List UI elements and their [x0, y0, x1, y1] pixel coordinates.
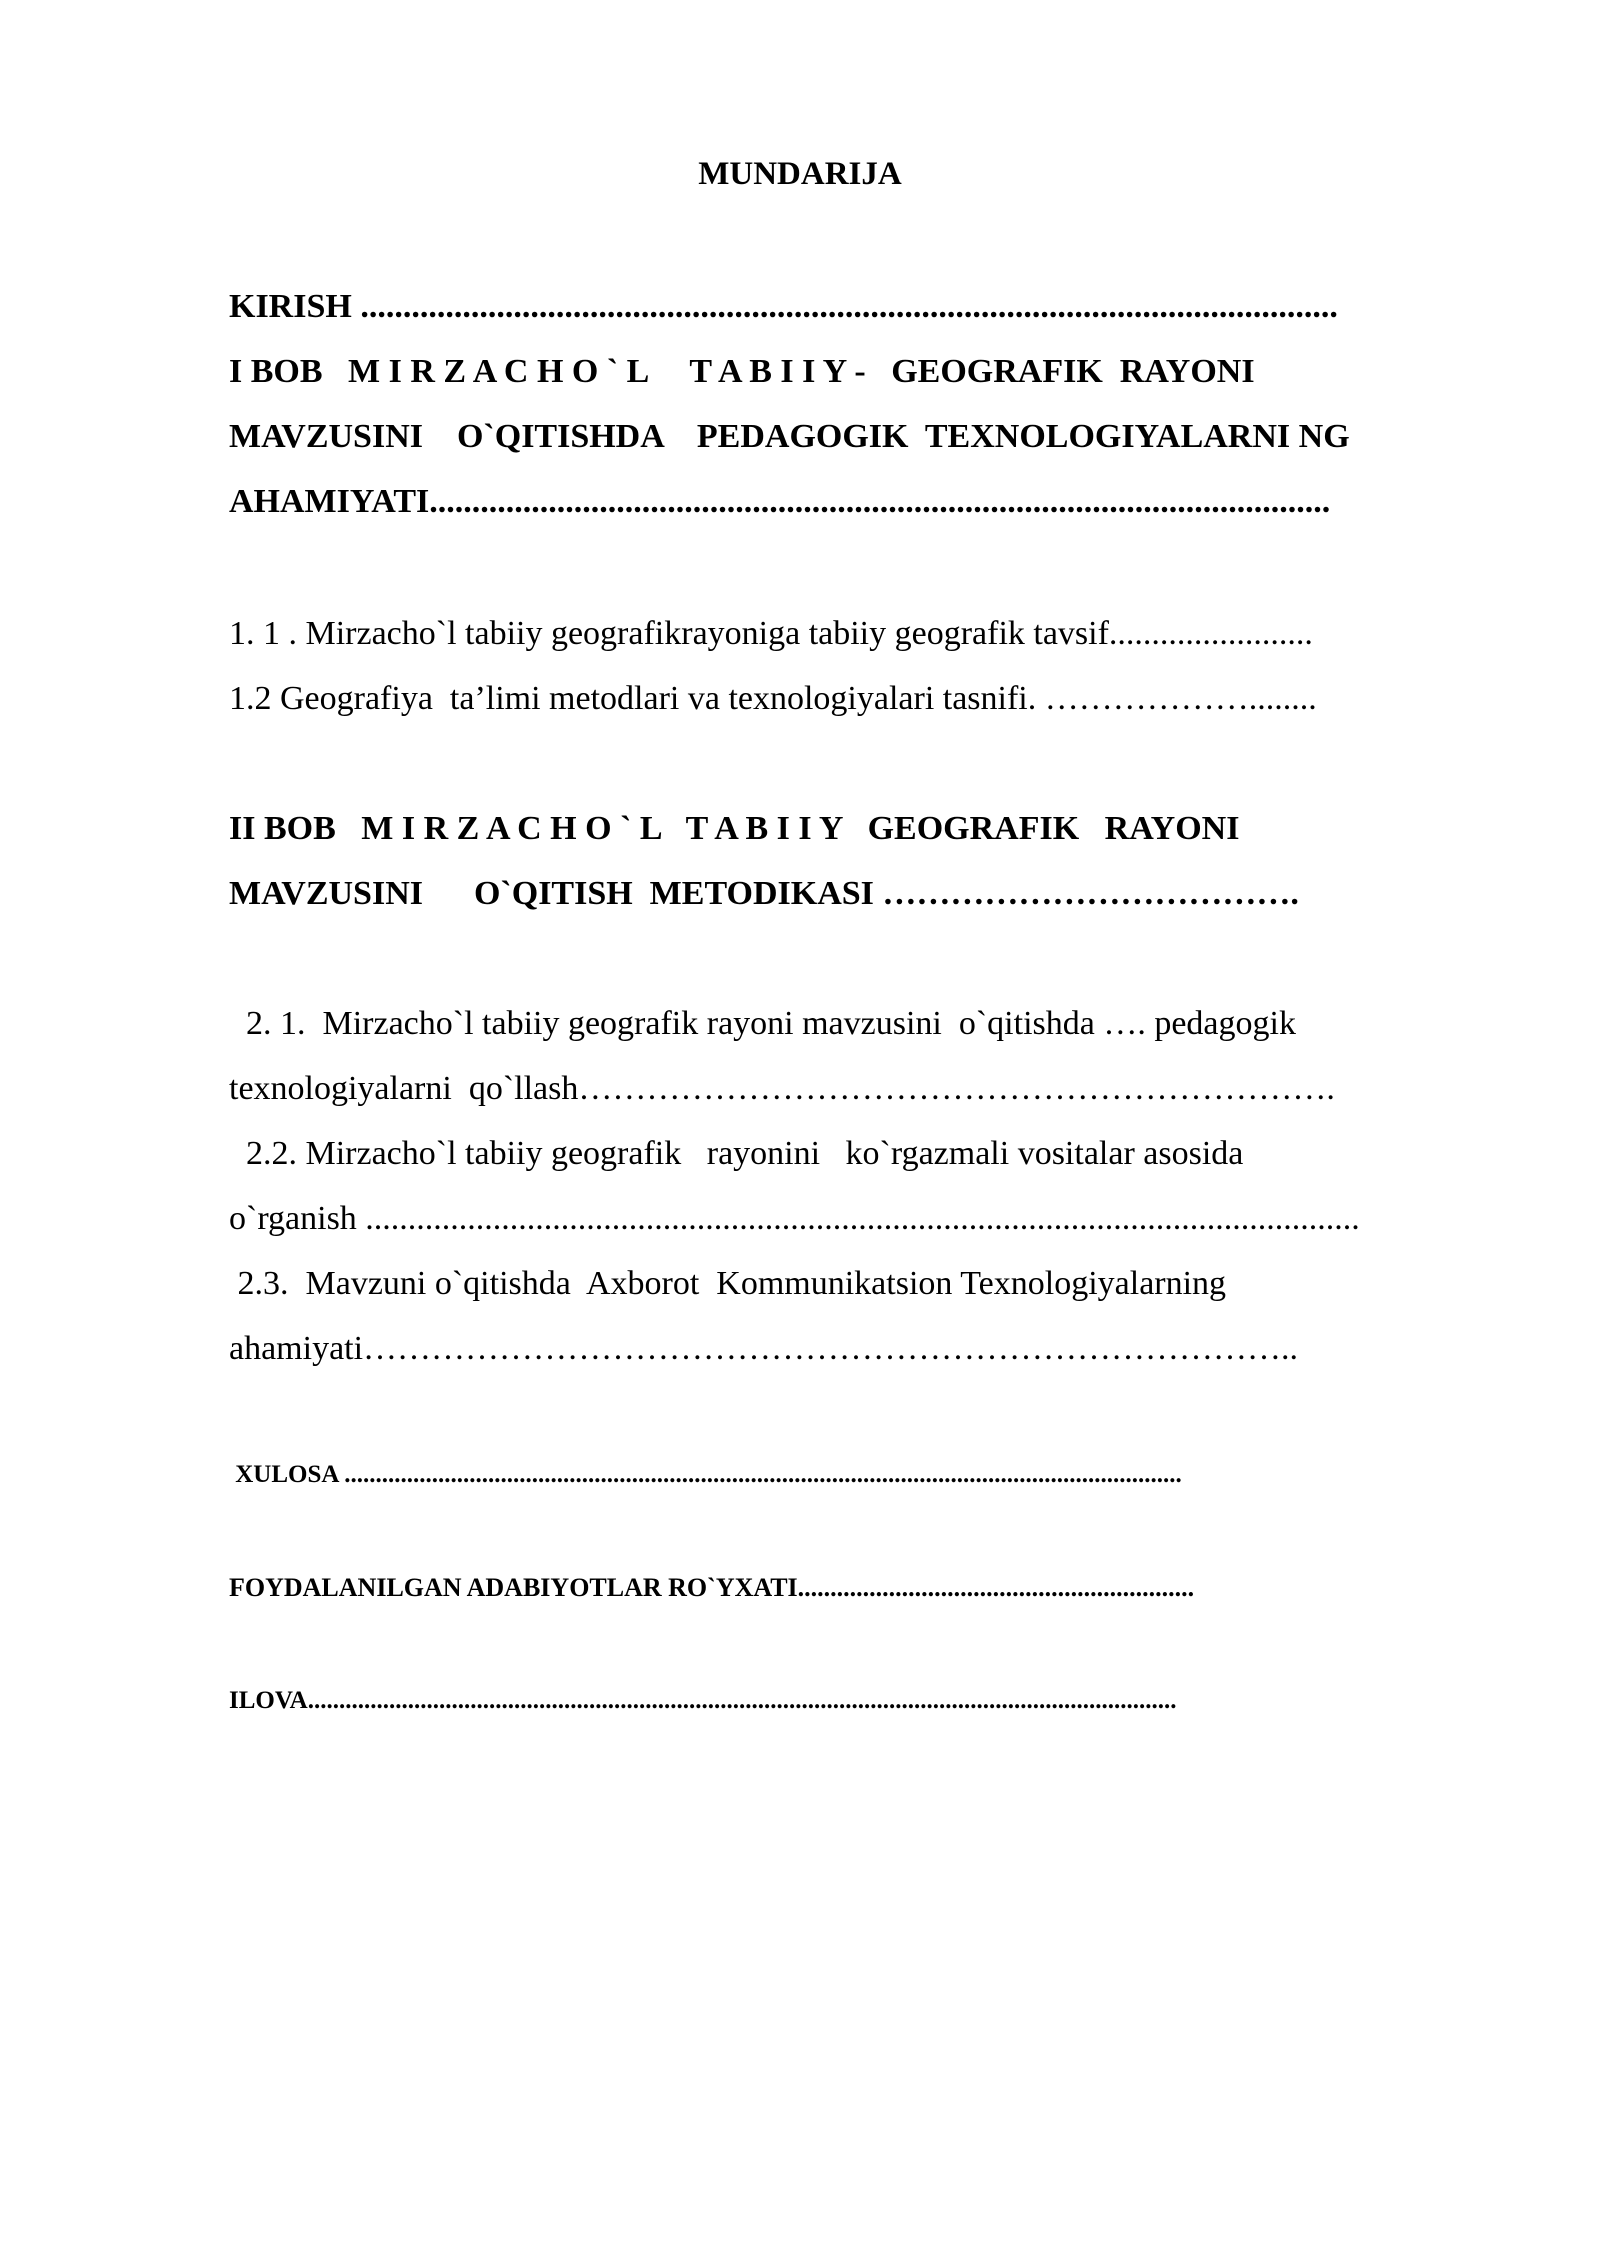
toc-entry-xulosa: XULOSA ......................................................................................................................................: [229, 1461, 1182, 1488]
toc-section-2-1-line-1: 2. 1. Mirzacho`l tabiiy geografik rayoni mavzusini o`qitishda …. pedagogik: [229, 1005, 1296, 1042]
toc-section-2-3-line-2: ahamiyati………………………………………………………………………..: [229, 1330, 1299, 1367]
toc-entry-ilova: ILOVA...........................................................................................................................................: [229, 1687, 1177, 1714]
toc-entry-foydalanilgan-adabiyotlar: FOYDALANILGAN ADABIYOTLAR RO`YXATI.............................................................: [229, 1573, 1195, 1602]
toc-chapter-2-line-1: II BOB M I R Z A C H O ` L T A B I I Y GEOGRAFIK RAYONI: [229, 810, 1240, 847]
toc-section-2-3-line-1: 2.3. Mavzuni o`qitishda Axborot Kommunikatsion Texnologiyalarning: [229, 1265, 1227, 1302]
toc-section-1-2: 1.2 Geografiya ta’limi metodlari va texnologiyalari tasnifi. ………………........: [229, 680, 1317, 717]
toc-section-2-1-line-2: texnologiyalarni qo`llash………………………………………………………….: [229, 1070, 1335, 1107]
page-title: MUNDARIJA: [698, 156, 902, 192]
toc-chapter-1-line-1: I BOB M I R Z A C H O ` L T A B I I Y - GEOGRAFIK RAYONI: [229, 353, 1255, 390]
toc-chapter-2-line-2: MAVZUSINI O`QITISH METODIKASI ……………………………….: [229, 875, 1299, 912]
toc-section-1-1: 1. 1 . Mirzacho`l tabiiy geografikrayoniga tabiiy geografik tavsif........................: [229, 615, 1313, 652]
toc-entry-kirish: KIRISH ...................................................................................................................: [229, 288, 1338, 325]
toc-chapter-1-line-2: MAVZUSINI O`QITISHDA PEDAGOGIK TEXNOLOGIYALARNI NG: [229, 418, 1350, 455]
toc-chapter-1-line-3: AHAMIYATI..........................................................................................................: [229, 483, 1331, 520]
toc-section-2-2-line-1: 2.2. Mirzacho`l tabiiy geografik rayonini ko`rgazmali vositalar asosida: [229, 1135, 1244, 1172]
toc-section-2-2-line-2: o`rganish .....................................................................................................................: [229, 1200, 1360, 1237]
